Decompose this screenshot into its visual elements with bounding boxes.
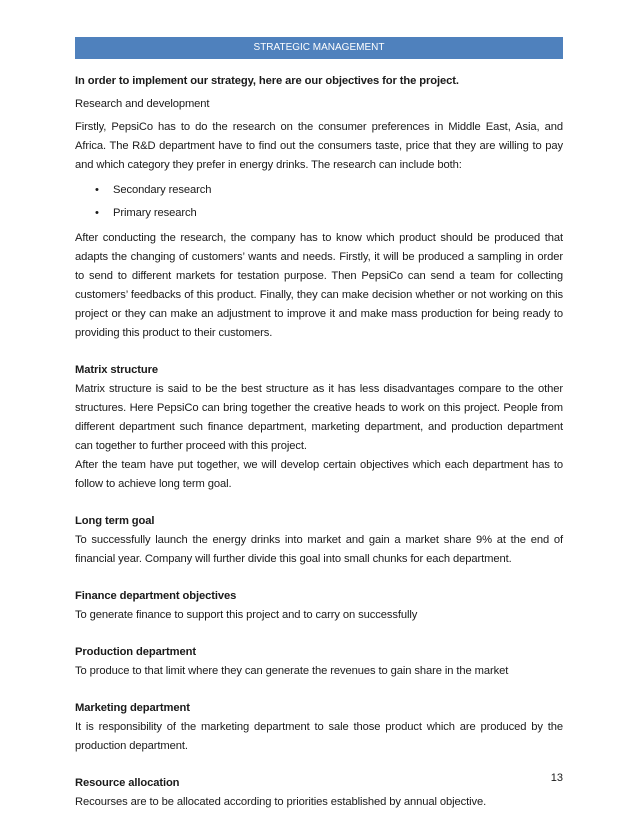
intro-subheading: Research and development: [75, 98, 210, 110]
intro-paragraph-1: Firstly, PepsiCo has to do the research on the consumer preferences in Middle East, Asia, and Africa. The R&D department have to find out the consumers taste, price that they are willing to pay and which category they prefer in energy drinks. The research can include both:: [75, 121, 563, 171]
production-department-text: To produce to that limit where they can generate the revenues to gain share in the market: [75, 665, 509, 677]
finance-objectives-title: Finance department objectives: [75, 590, 237, 602]
header-bar: STRATEGIC MANAGEMENT: [75, 37, 563, 59]
bullet-icon: •: [95, 207, 99, 219]
marketing-department-text: It is responsibility of the marketing department to sale those product which are produced by the production department.: [75, 721, 563, 752]
finance-objectives-text: To generate finance to support this project and to carry on successfully: [75, 609, 418, 621]
intro-heading: In order to implement our strategy, here are our objectives for the project.: [75, 75, 459, 87]
list-item-text: Secondary research: [113, 184, 212, 196]
bullet-icon: •: [95, 184, 99, 196]
list-item: [75, 179, 563, 202]
resource-allocation-text: Recourses are to be allocated according to priorities established by annual objective.: [75, 796, 487, 808]
matrix-structure-paragraph-2: After the team have put together, we will develop certain objectives which each department has to follow to achieve long term goal.: [75, 459, 563, 490]
list-item-text: Primary research: [113, 207, 197, 219]
document-body: [75, 72, 563, 812]
matrix-structure-paragraph-1: Matrix structure is said to be the best structure as it has less disadvantages compare to the other structures. Here PepsiCo can bring together the creative heads to work on this project. People from different department such finance department, marketing department, and production department can together to further proceed with this project.: [75, 383, 563, 452]
long-term-goal-title: Long term goal: [75, 515, 155, 527]
list-item: [75, 202, 563, 225]
research-type-list: [75, 179, 563, 225]
matrix-structure-title: Matrix structure: [75, 364, 158, 376]
marketing-department-title: Marketing department: [75, 702, 190, 714]
intro-paragraph-2: After conducting the research, the company has to know which product should be produced that adapts the changing of customers’ wants and needs. Firstly, it will be produced a sampling in order to send to different markets for testation purpose. Then PepsiCo can send a team for collecting customers’ feedbacks of this product. Finally, they can make decision whether or not working on this project or they can make an adjustment to improve it and make mass production for being ready to providing this product to their customers.: [75, 232, 563, 339]
resource-allocation-title: Resource allocation: [75, 777, 180, 789]
long-term-goal-text: To successfully launch the energy drinks into market and gain a market share 9% at the end of financial year. Company will further divide this goal into small chunks for each department.: [75, 534, 563, 565]
production-department-title: Production department: [75, 646, 196, 658]
page-number: 13: [550, 772, 563, 784]
